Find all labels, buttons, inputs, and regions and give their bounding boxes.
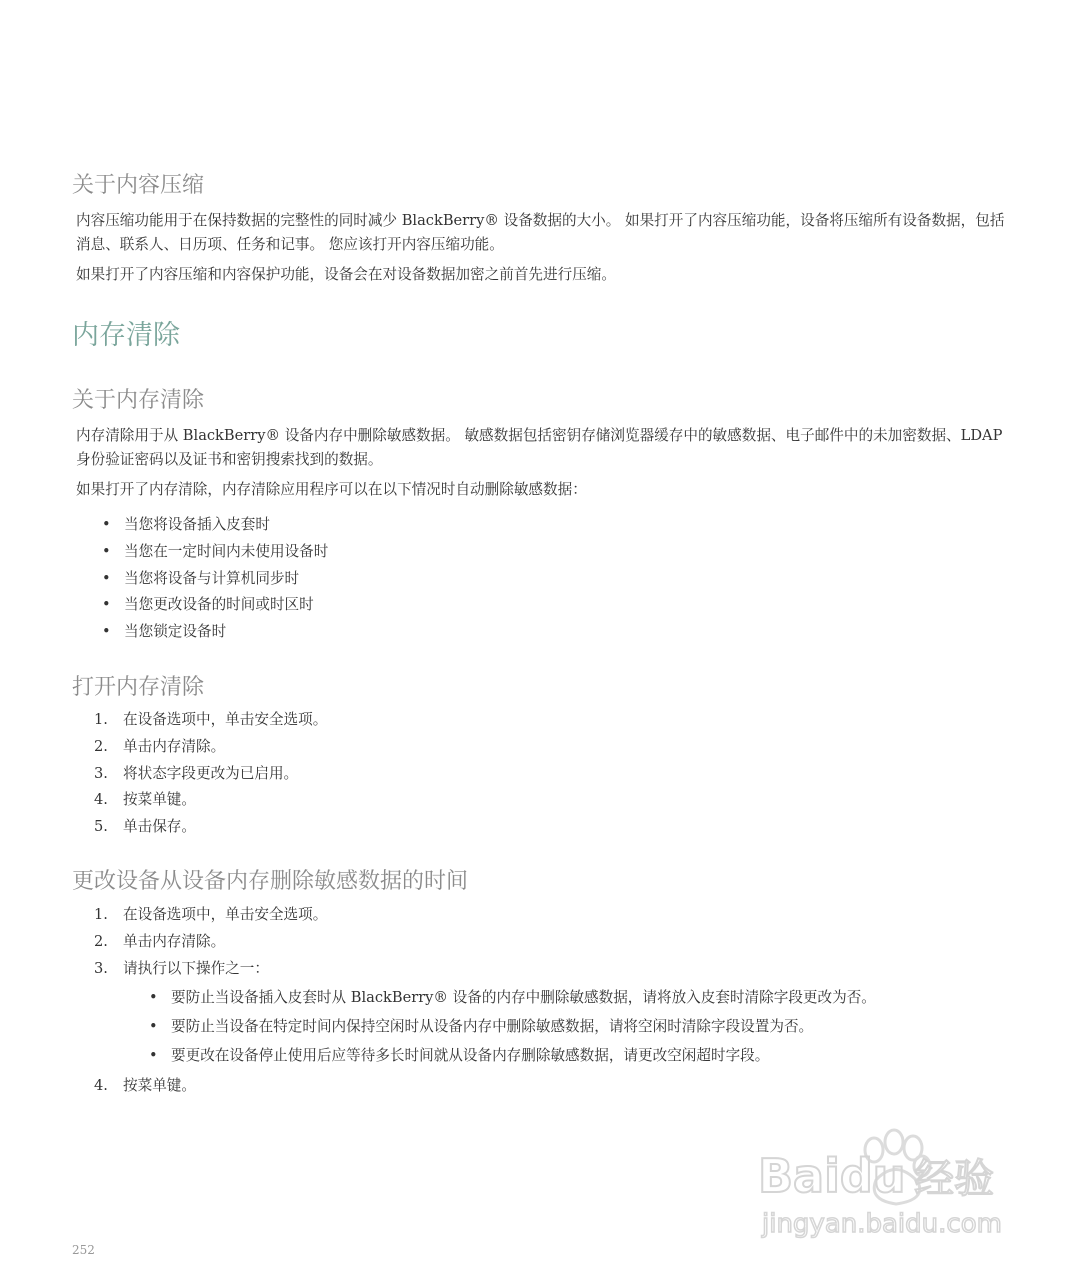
bullet-icon: • — [149, 1018, 158, 1036]
list-item: • 当您在一定时间内未使用设备时 — [102, 539, 328, 566]
heading-enable-memory-cleaning: 打开内存清除 — [72, 675, 205, 700]
paragraph-cleaning-1: 内存清除用于从 BlackBerry® 设备内存中删除敏感数据。 敏感数据包括密钥存储浏览器缓存中的敏感数据、电子邮件中的未加密数据、LDAP 身份验证密码以及证书和密钥搜索找到的数据。 — [76, 427, 1003, 468]
baidu-jingyan-watermark — [756, 1120, 1006, 1260]
list-item: 4. 按菜单键。 — [94, 1077, 196, 1095]
bullet-icon: • — [102, 516, 111, 533]
paragraph-cleaning-2: 如果打开了内存清除，内存清除应用程序可以在以下情况时自动删除敏感数据： — [76, 481, 587, 498]
list-item: • 当您更改设备的时间或时区时 — [102, 592, 328, 619]
list-item: 4. 按菜单键。 — [94, 791, 196, 809]
list-item: 1. 在设备选项中，单击安全选项。 — [94, 906, 328, 923]
list-item: • 要更改在设备停止使用后应等待多长时间就从设备内存删除敏感数据，请更改空闲超时字段。 — [149, 1044, 963, 1067]
list-item: • 当您将设备插入皮套时 — [102, 512, 328, 539]
heading-about-memory-cleaning: 关于内存清除 — [72, 388, 205, 413]
list-item: 3. 将状态字段更改为已启用。 — [94, 764, 299, 782]
cleaning-conditions-list — [102, 512, 328, 646]
bullet-icon: • — [102, 542, 111, 560]
enable-steps-list — [94, 707, 1004, 841]
heading-about-content-compression: 关于内容压缩 — [72, 173, 205, 198]
page-number: 252 — [72, 1243, 95, 1257]
paragraph-compression-2: 如果打开了内容压缩和内容保护功能，设备会在对设备数据加密之前首先进行压缩。 — [76, 266, 616, 283]
list-item: 2. 单击内存清除。 — [94, 737, 226, 755]
svg-text:jingyan.baidu.com: jingyan.baidu.com — [762, 1209, 1002, 1239]
list-item: 2. 单击内存清除。 — [94, 932, 226, 950]
svg-text:经验: 经验 — [914, 1156, 994, 1202]
paragraph-compression-1: 内容压缩功能用于在保持数据的完整性的同时减少 BlackBerry® 设备数据的大小。 如果打开了内容压缩功能，设备将压缩所有设备数据，包括消息、联系人、日历项、任务和记事。 您应该打开内容压缩功能。 — [76, 212, 1005, 253]
bullet-icon: • — [102, 596, 111, 614]
list-item: • 当您锁定设备时 — [102, 619, 328, 646]
bullet-icon: • — [149, 1047, 158, 1065]
list-item: • 当您将设备与计算机同步时 — [102, 566, 328, 593]
bullet-icon: • — [102, 569, 111, 587]
chapter-title-memory-cleaning: 内存清除 — [72, 320, 180, 351]
change-time-steps-list — [94, 902, 1004, 1100]
list-item: • 要防止当设备插入皮套时从 BlackBerry® 设备的内存中删除敏感数据，请将放入皮套时清除字段更改为否。 — [149, 986, 963, 1009]
bullet-icon: • — [102, 623, 111, 641]
baidu-paw-logo-icon — [756, 1120, 1006, 1260]
heading-change-cleaning-time: 更改设备从设备内存删除敏感数据的时间 — [72, 869, 469, 894]
svg-text:Baidu: Baidu — [758, 1149, 906, 1203]
sub-options-list — [123, 986, 963, 1067]
list-item: • 要防止当设备在特定时间内保持空闲时从设备内存中删除敏感数据，请将空闲时清除字段设置为否。 — [149, 1015, 963, 1038]
list-item: 5. 单击保存。 — [94, 818, 196, 836]
list-item: 1. 在设备选项中，单击安全选项。 — [94, 711, 328, 728]
bullet-icon: • — [149, 989, 158, 1007]
list-item: 3. 请执行以下操作之一： • 要防止当设备插入皮套时从 BlackBerry® 设备的内存中删除敏感数据，请将放入皮套时清除字段更改为否。 • 要防止当设备在特定时间内保持空闲时从设备内存中删除敏感数据，请将空闲时清除字段设置为否。 • 要更改在设备停止使用后应等待多长时间就从设备内存删除敏感数据，请更改空闲超时字段。 — [94, 956, 1004, 1068]
